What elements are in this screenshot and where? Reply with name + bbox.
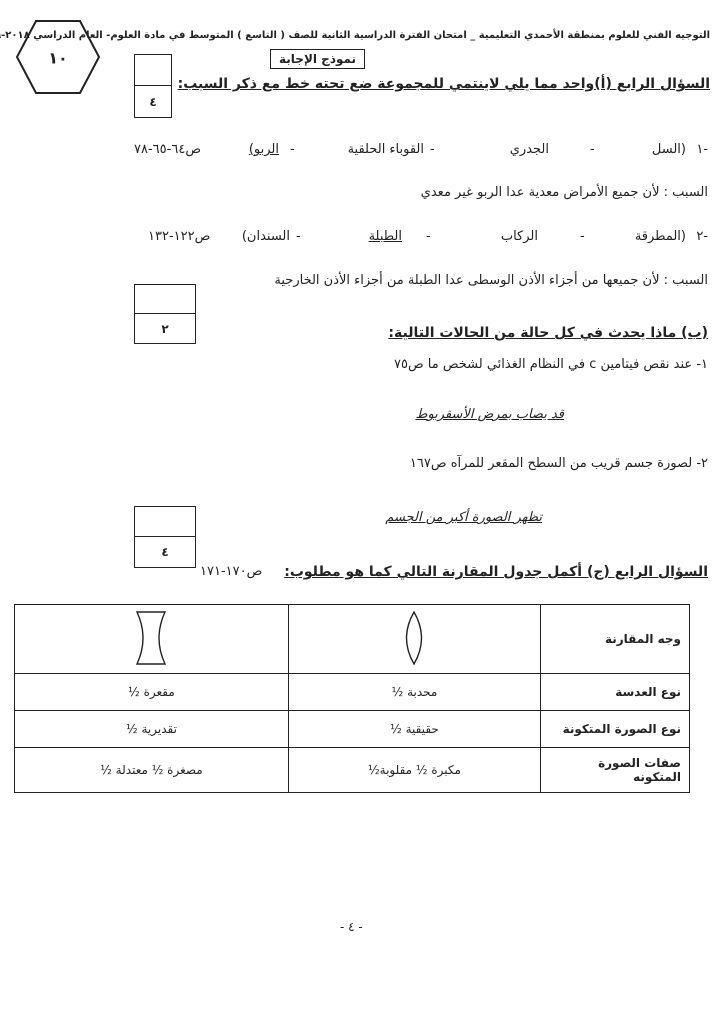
separator: - [580,229,585,244]
convex-lens-cell [288,605,540,674]
q4a-item1-page-ref: ص٦٤-٦٥-٧٨ [134,142,202,157]
q4b-item1-answer: قد يصاب بمرض الأسقربوط [415,407,564,422]
q4a-item2-reason: السبب : لأن جميعها من أجزاء الأذن الوسطى عدا الطبلة من أجزاء الأذن الخارجية [274,273,708,288]
q4b-item1-question: ١- عند نقص فيتامين c في النظام الغذائي لشخص ما ص٧٥ [393,357,708,372]
score-box-q4c [134,506,196,568]
table-row [15,748,690,793]
q4a-title: السؤال الرابع (أ)واحد مما يلي لاينتمي للمجموعة ضع تحته خط مع ذكر السبب: [177,76,710,92]
score-q4b: ٢ [161,321,169,336]
q4a-item2-option3-underlined: الطبلة [368,229,402,244]
header-label: وجه المقارنة [541,605,690,674]
q4a-item1-option4-underlined: الربو) [248,142,279,157]
total-score: ١٠ [48,48,68,68]
q4b-item2-answer: تظهر الصورة أكبر من الجسم [385,510,542,525]
q4a-item1-option3: القوباء الحلقية [347,142,424,157]
row-label: نوع العدسة [541,674,690,711]
concave-value: مقعرة ½ [15,674,289,711]
q4c-page-ref: ص١٧٠-١٧١ [200,564,263,579]
exam-header: التوجيه الفني للعلوم بمنطقة الأحمدي التعليمية _ امتحان الفترة الدراسية الثانية للصف ( التاسع ) المتوسط في مادة العلوم- العام الدراسي ٢٠١٨- [1,30,710,41]
convex-value: مكبرة ½ مقلوبة½ [288,748,540,793]
q4a-item1-number: ١- [696,142,708,157]
q4b-item2-question: ٢- لصورة جسم قريب من السطح المقعر للمرآه ص١٦٧ [409,456,708,471]
concave-lens-icon [133,610,169,666]
q4a-item2-option2: الركاب [500,229,538,244]
separator: - [426,229,431,244]
row-label: صفات الصورة المتكونه [541,748,690,793]
convex-value: حقيقية ½ [288,711,540,748]
q4a-item2-page-ref: ص١٢٢-١٣٢ [148,229,211,244]
q4a-item2-option1: (المطرقة [634,229,686,244]
separator: - [430,142,435,157]
q4a-item2-option4: السندان) [241,229,290,244]
separator: - [296,229,301,244]
convex-lens-icon [399,610,429,666]
score-box-q4b [134,284,196,344]
concave-lens-cell [15,605,289,674]
model-answer-label: نموذج الإجابة [270,49,365,69]
concave-value: تقديرية ½ [15,711,289,748]
score-q4a: ٤ [149,94,157,109]
score-q4c: ٤ [161,545,169,559]
row-label: نوع الصورة المتكونة [541,711,690,748]
table-row [15,711,690,748]
q4c-title: السؤال الرابع (ج) أكمل جدول المقارنة التالي كما هو مطلوب: [284,564,708,580]
concave-value: مصغرة ½ معتدلة ½ [15,748,289,793]
convex-value: محدبة ½ [288,674,540,711]
page-number: - ٤ - [340,920,363,934]
separator: - [590,142,595,157]
q4a-item1-option1: (السل [651,142,686,157]
q4a-item1-option2: الجدري [509,142,549,157]
comparison-table [14,604,690,793]
table-row [15,674,690,711]
q4b-title: (ب) ماذا يحدث في كل حالة من الحالات التالية: [388,325,708,341]
q4a-item2-number: ٢- [696,229,708,244]
score-box-q4a [134,54,172,118]
q4a-item1-reason: السبب : لأن جميع الأمراض معدية عدا الربو غير معدي [420,185,708,200]
separator: - [290,142,295,157]
table-header-row [15,605,690,674]
